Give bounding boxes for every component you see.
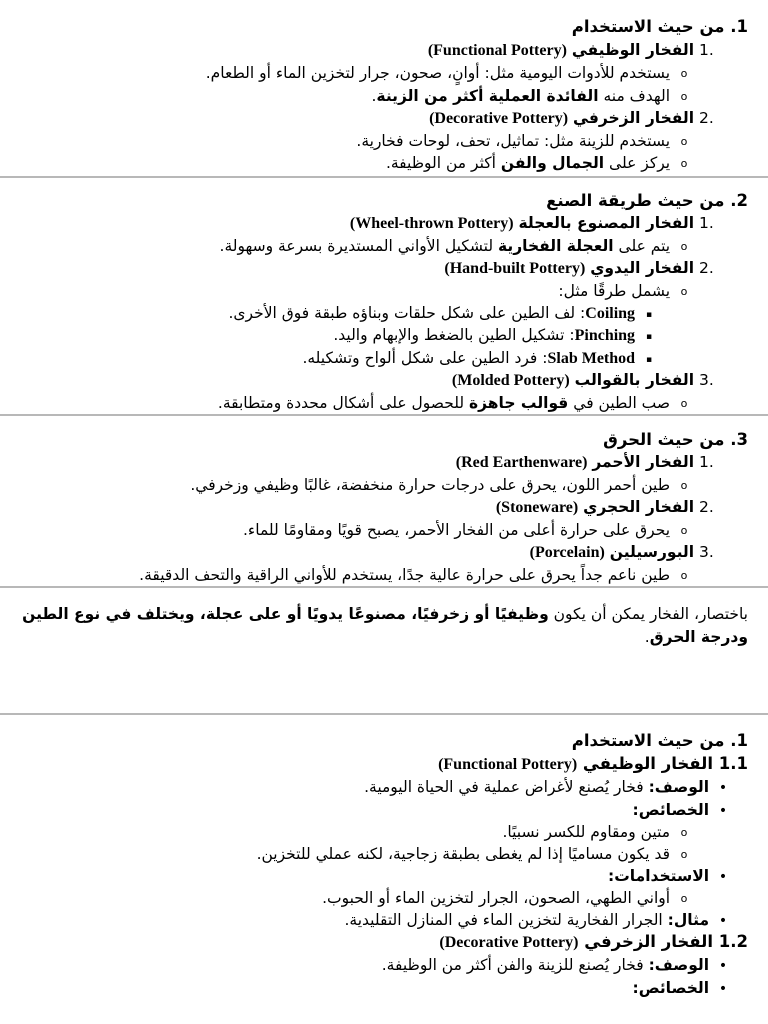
item-english-title: (Red Earthenware) (455, 454, 588, 471)
summary-paragraph (20, 603, 748, 649)
item-title: الفخار الوظيفي (571, 41, 695, 59)
circle-bullet-icon: o (680, 524, 688, 537)
circle-bullet-icon: o (680, 397, 688, 410)
section-heading: 1. من حيث الاستخدام (571, 17, 748, 36)
list-item (0, 564, 693, 587)
dot-bullet-icon: • (718, 913, 728, 929)
item-text: : لف الطين على شكل حلقات وبناؤه طبقة فوق الأخرى. (228, 304, 586, 322)
list-item (0, 541, 725, 564)
item-number: 3. (699, 543, 714, 561)
circle-bullet-icon: o (680, 67, 688, 80)
item-label: الخصائص: (632, 801, 710, 819)
item-title: الفخار الزخرفي (573, 109, 695, 127)
item-bold-text: الفائدة العملية أكثر من الزينة (376, 87, 599, 105)
item-english-title: (Functional Pottery) (427, 42, 567, 59)
divider (0, 586, 768, 588)
list-item (0, 39, 725, 62)
list-item (0, 235, 693, 258)
item-text: طين ناعم جداً يحرق على حرارة عالية جدًا، يستخدم للأواني الراقية والتحف الدقيقة. (139, 566, 671, 584)
circle-bullet-icon: o (680, 135, 688, 148)
circle-bullet-icon: o (680, 157, 688, 170)
item-english-title: (Hand-built Pottery) (444, 260, 586, 277)
item-title: الفخار الحجري (583, 498, 695, 516)
list-item (0, 887, 693, 910)
subsection-title: الفخار الوظيفي (582, 754, 714, 773)
circle-bullet-icon: o (680, 479, 688, 492)
list-item (0, 865, 732, 888)
summary-bold-text: وظيفيًا أو زخرفيًا، مصنوعًا يدويًا أو على عجلة، ويختلف في نوع الطين ودرجة الحرق (22, 605, 748, 646)
item-text: يتم على (613, 237, 671, 255)
item-text: : تشكيل الطين بالضغط والإبهام واليد. (333, 326, 575, 344)
item-label: الوصف: (648, 956, 710, 974)
list-item (0, 909, 732, 932)
item-label: الاستخدامات: (608, 867, 710, 885)
item-english-title: (Stoneware) (495, 499, 579, 516)
square-bullet-icon: ▪ (645, 310, 653, 320)
list-item (0, 107, 725, 130)
list-item (0, 212, 725, 235)
item-english-title: (Porcelain) (529, 544, 605, 561)
dot-bullet-icon: • (718, 958, 728, 974)
list-item (0, 347, 658, 370)
dot-bullet-icon: • (718, 780, 728, 796)
list-item (0, 392, 693, 415)
item-bold-text: الجمال والفن (500, 154, 605, 172)
list-item (0, 821, 693, 844)
item-text: قد يكون مساميًا إذا لم يغطى بطبقة زجاجية، لكنه عملي للتخزين. (256, 845, 671, 863)
subsection-english-title: (Decorative Pottery) (439, 934, 579, 951)
list-item (0, 519, 693, 542)
item-text: لتشكيل الأواني المستديرة بسرعة وسهولة. (219, 237, 498, 255)
item-text: الهدف منه (598, 87, 671, 105)
item-english-title: (Decorative Pottery) (429, 110, 569, 127)
subsection-title: الفخار الزخرفي (584, 932, 714, 951)
dot-bullet-icon: • (718, 803, 728, 819)
list-item (0, 280, 693, 303)
circle-bullet-icon: o (680, 285, 688, 298)
item-text: الجرار الفخارية لتخزين الماء في المنازل التقليدية. (344, 911, 668, 929)
item-text: يستخدم للأدوات اليومية مثل: أوانٍ، صحون، جرار لتخزين الماء أو الطعام. (205, 64, 671, 82)
list-item (0, 369, 725, 392)
item-label: الخصائص: (632, 979, 710, 997)
list-item (0, 843, 693, 866)
list-item (0, 324, 658, 347)
list-item (0, 302, 658, 325)
summary-text: . (644, 628, 650, 646)
subsection-heading (0, 931, 748, 954)
item-number: 2. (699, 109, 714, 127)
method-name: Coiling (585, 305, 636, 322)
item-label: مثال: (667, 911, 710, 929)
list-item (0, 130, 693, 153)
item-title: الفخار اليدوي (590, 259, 695, 277)
list-item (0, 152, 693, 175)
list-item (0, 62, 693, 85)
list-item (0, 977, 732, 1000)
subsection-number: 1.1 (718, 754, 748, 773)
item-english-title: (Wheel-thrown Pottery) (349, 215, 514, 232)
item-text: يحرق على حرارة أعلى من الفخار الأحمر، يصبح قويًا ومقاومًا للماء. (243, 521, 671, 539)
circle-bullet-icon: o (680, 90, 688, 103)
item-text: : فرد الطين على شكل ألواح وتشكيله. (302, 349, 548, 367)
item-title: الفخار الأحمر (592, 453, 695, 471)
item-number: 2. (699, 498, 714, 516)
item-title: الفخار بالقوالب (574, 371, 695, 389)
item-text: . (371, 87, 377, 105)
item-text: صب الطين في (568, 394, 671, 412)
square-bullet-icon: ▪ (645, 332, 653, 342)
subsection-english-title: (Functional Pottery) (438, 756, 578, 773)
list-item (0, 776, 732, 799)
method-name: Slab Method (547, 350, 636, 367)
item-number: 1. (699, 214, 714, 232)
item-english-title: (Molded Pottery) (451, 372, 570, 389)
list-item (0, 257, 725, 280)
dot-bullet-icon: • (718, 869, 728, 885)
circle-bullet-icon: o (680, 826, 688, 839)
item-number: 1. (699, 41, 714, 59)
method-name: Pinching (574, 327, 636, 344)
list-item (0, 799, 732, 822)
item-text: أكثر من الوظيفة. (385, 154, 501, 172)
item-text: فخار يُصنع للزينة والفن أكثر من الوظيفة. (381, 956, 649, 974)
item-text: فخار يُصنع لأغراض عملية في الحياة اليومية. (364, 778, 649, 796)
item-bold-text: قوالب جاهزة (469, 394, 569, 412)
item-bold-text: العجلة الفخارية (497, 237, 614, 255)
list-item (0, 496, 725, 519)
list-item (0, 474, 693, 497)
subsection-number: 1.2 (718, 932, 748, 951)
circle-bullet-icon: o (680, 848, 688, 861)
divider (0, 176, 768, 178)
dot-bullet-icon: • (718, 981, 728, 997)
item-text: طين أحمر اللون، يحرق على درجات حرارة منخفضة، غالبًا وظيفي وزخرفي. (190, 476, 671, 494)
item-text: متين ومقاوم للكسر نسبيًا. (502, 823, 671, 841)
item-text: يستخدم للزينة مثل: تماثيل، تحف، لوحات فخارية. (356, 132, 671, 150)
list-item (0, 85, 693, 108)
list-item (0, 451, 725, 474)
divider (0, 713, 768, 715)
divider (0, 414, 768, 416)
item-number: 1. (699, 453, 714, 471)
item-title: البورسيلين (609, 543, 695, 561)
item-text: للحصول على أشكال محددة ومتطابقة. (217, 394, 469, 412)
item-label: الوصف: (648, 778, 710, 796)
subsection-heading (0, 753, 748, 776)
item-number: 3. (699, 371, 714, 389)
item-text: أواني الطهي، الصحون، الجرار لتخزين الماء أو الحبوب. (322, 889, 671, 907)
square-bullet-icon: ▪ (645, 355, 653, 365)
circle-bullet-icon: o (680, 240, 688, 253)
list-item (0, 954, 732, 977)
item-title: الفخار المصنوع بالعجلة (518, 214, 695, 232)
item-number: 2. (699, 259, 714, 277)
circle-bullet-icon: o (680, 892, 688, 905)
section-heading: 2. من حيث طريقة الصنع (546, 191, 748, 210)
section-heading: 3. من حيث الحرق (603, 430, 748, 449)
item-text: يشمل طرقًا مثل: (558, 282, 671, 300)
summary-text: باختصار، الفخار يمكن أن يكون (548, 605, 748, 623)
circle-bullet-icon: o (680, 569, 688, 582)
item-text: يركز على (604, 154, 671, 172)
section-heading: 1. من حيث الاستخدام (571, 731, 748, 750)
